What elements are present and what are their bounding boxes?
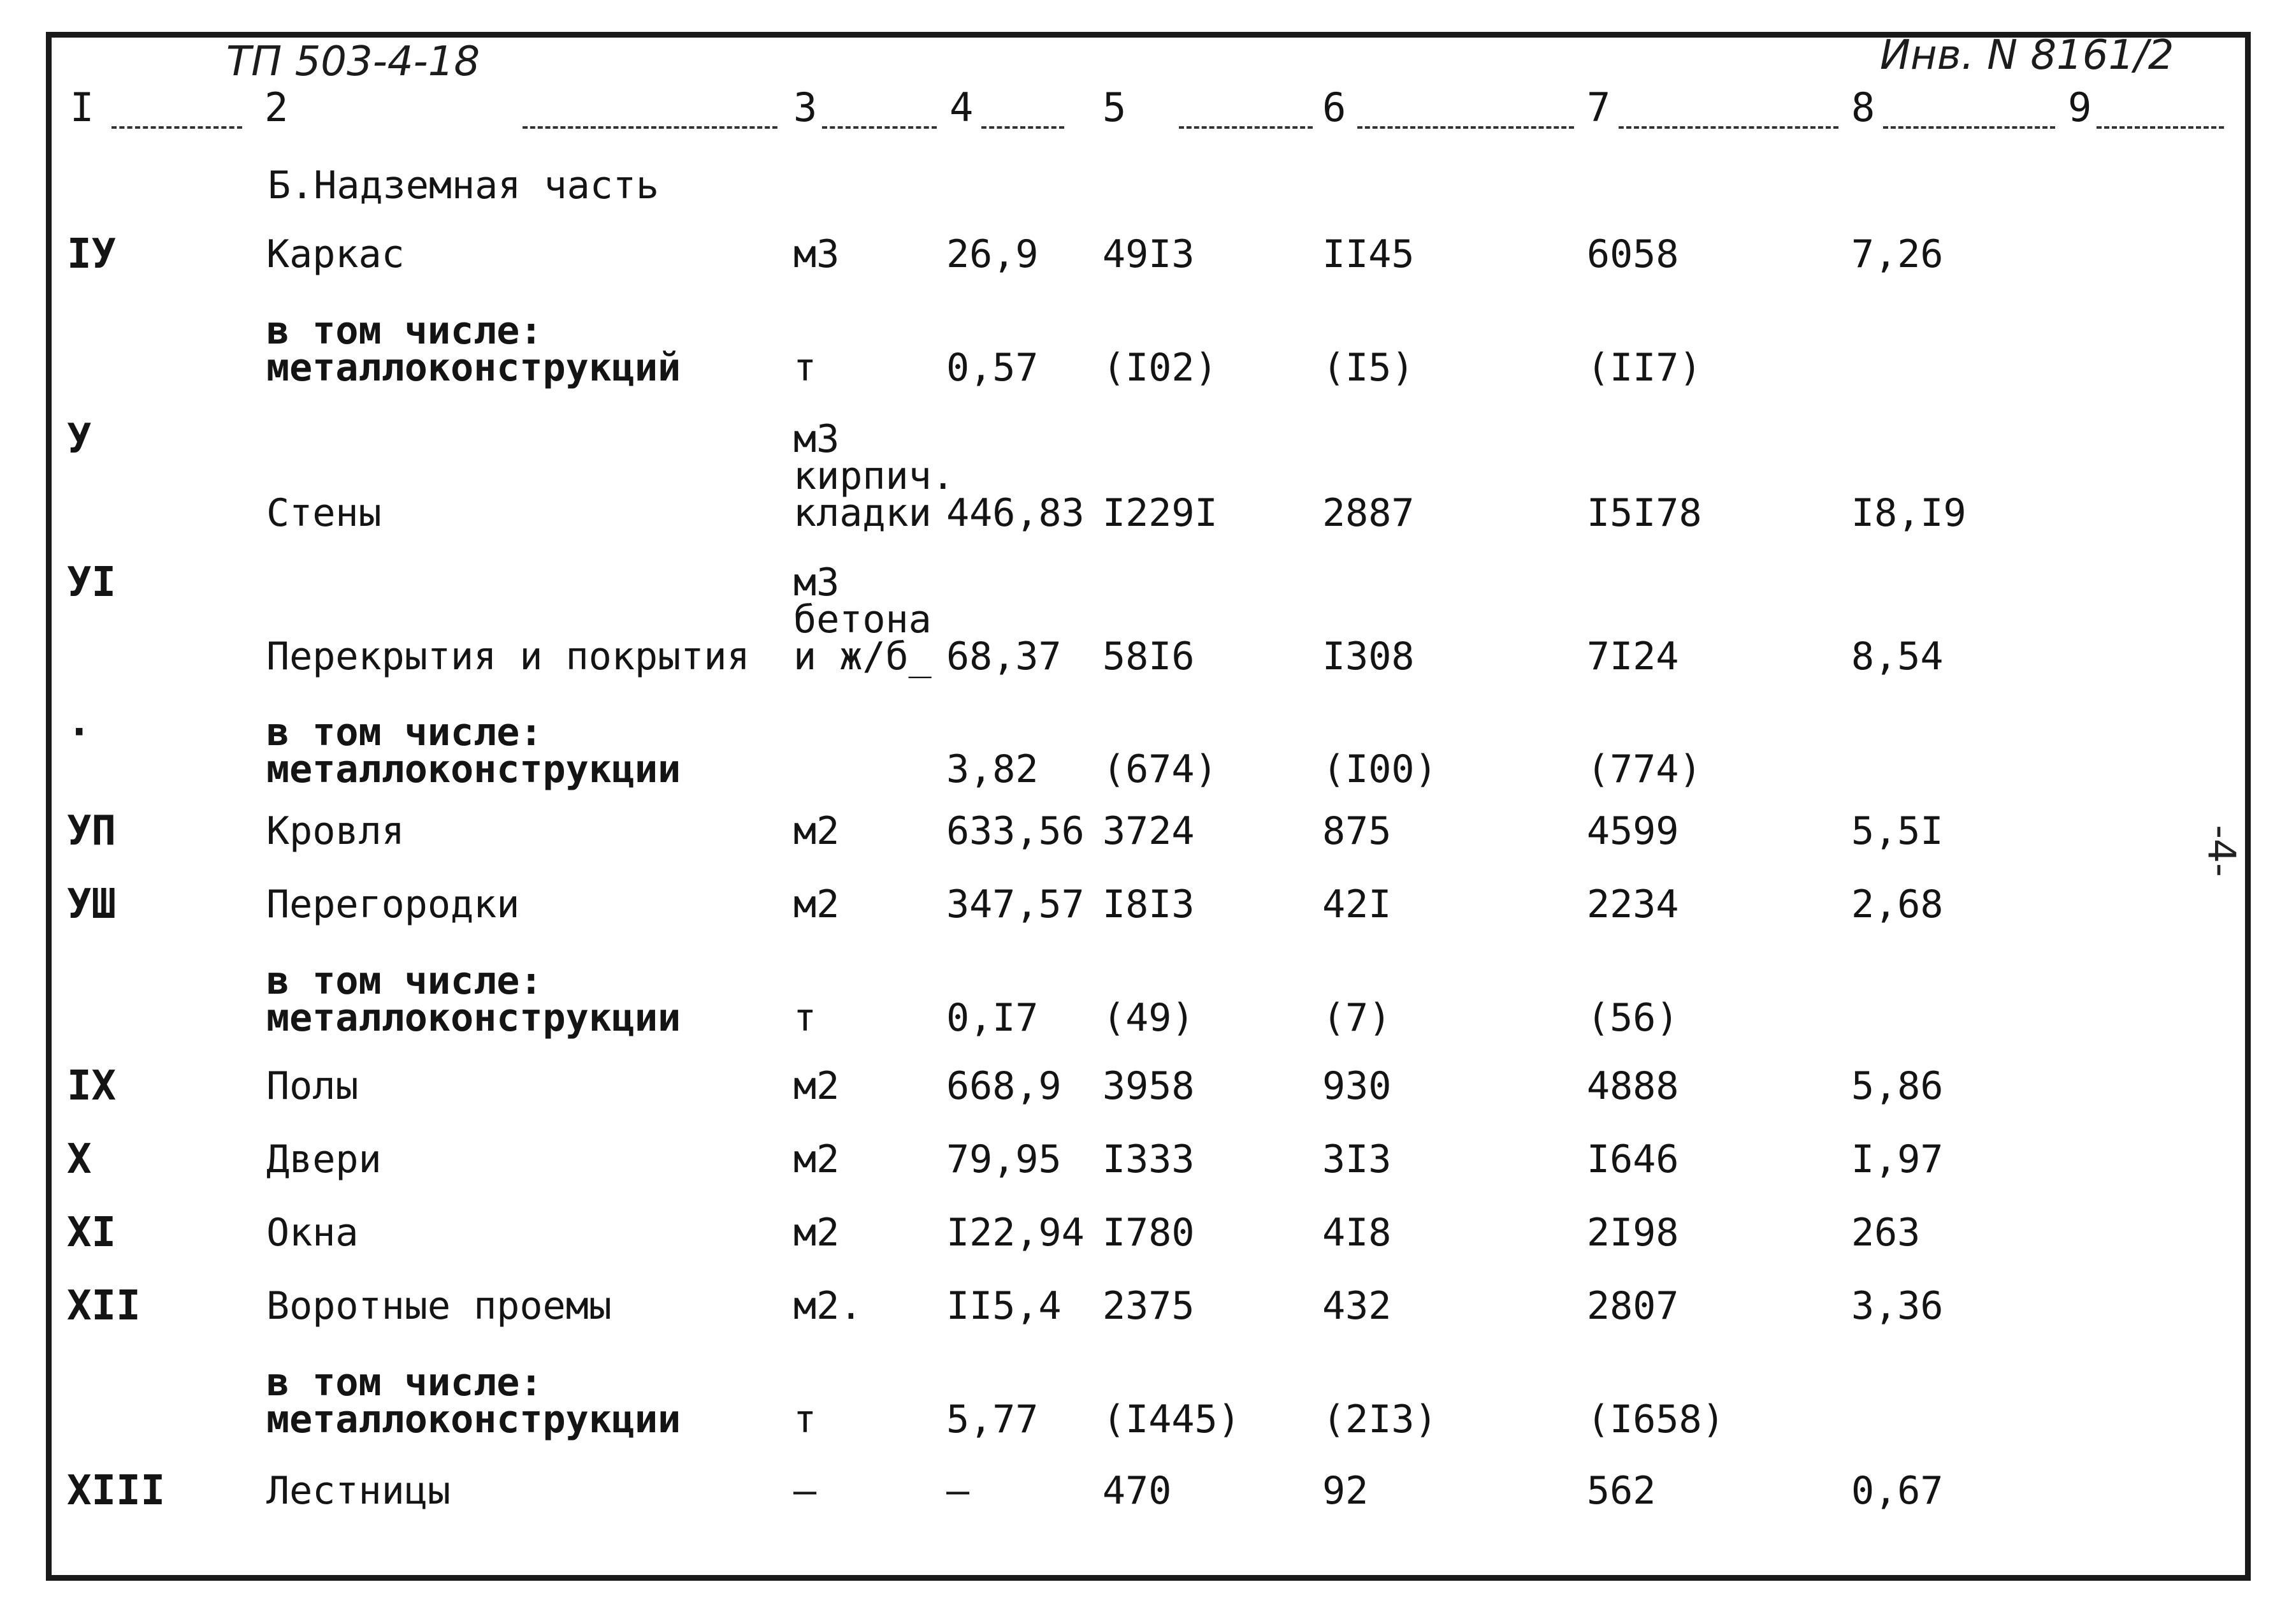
column-divider [523,126,777,129]
item-name: Каркас [266,232,405,277]
column-7-cell: 2234 [1587,882,1679,927]
row-number: XII [67,1282,141,1330]
column-6-cell: (2I3) [1322,1397,1438,1442]
unit-cell: – [793,1469,817,1513]
item-name: в том числе: металлоконструкций [266,309,681,390]
item-name: Воротные проемы [266,1284,612,1328]
column-number-3: 3 [793,84,818,131]
column-divider [2097,126,2224,129]
column-6-cell: (I00) [1322,747,1438,792]
column-divider [1619,126,1838,129]
item-name: Перегородки [266,882,520,927]
row-number: УI [67,559,117,606]
column-7-cell: 6058 [1587,232,1679,277]
quantity-cell: 3,82 [946,747,1039,792]
quantity-cell: 0,57 [946,345,1039,390]
column-6-cell: 2887 [1322,491,1415,535]
column-5-cell: 49I3 [1102,232,1195,277]
column-7-cell: I5I78 [1587,491,1702,535]
column-6-cell: 432 [1322,1284,1392,1328]
unit-cell: м3 бетона и ж/б_ [793,560,932,679]
column-8-cell: I8,I9 [1851,491,1967,535]
column-5-cell: I780 [1102,1210,1195,1255]
column-5-cell: I229I [1102,491,1218,535]
row-number: X [67,1136,92,1183]
unit-cell: м3 [793,232,840,277]
row-number: XI [67,1209,117,1256]
column-divider [822,126,937,129]
column-number-2: 2 [264,84,289,131]
quantity-cell: – [946,1469,970,1513]
column-divider [981,126,1064,129]
column-8-cell: 2,68 [1851,882,1944,927]
section-title: Б.Надземная часть [268,163,660,208]
column-8-cell: 8,54 [1851,634,1944,679]
column-number-7: 7 [1587,84,1611,131]
row-number: IУ [67,231,117,278]
column-divider [1883,126,2055,129]
column-8-cell: 0,67 [1851,1469,1944,1513]
column-7-cell: 4888 [1587,1064,1679,1108]
column-6-cell: (7) [1322,996,1392,1040]
column-divider [1357,126,1574,129]
quantity-cell: 26,9 [946,232,1039,277]
column-6-cell: 930 [1322,1064,1392,1108]
column-divider [112,126,242,129]
unit-cell: м2 [793,809,840,853]
inventory-number: Инв. N 8161/2 [1880,32,2174,79]
project-code: ТП 503-4-18 [226,38,480,85]
quantity-cell: 0,I7 [946,996,1039,1040]
column-5-cell: 58I6 [1102,634,1195,679]
item-name: Перекрытия и покрытия [266,634,750,679]
column-6-cell: 42I [1322,882,1392,927]
unit-cell: т [793,1397,817,1442]
column-5-cell: 3724 [1102,809,1195,853]
row-number: · [67,709,92,756]
item-name: Стены [266,491,382,535]
column-5-cell: 3958 [1102,1064,1195,1108]
item-name: Окна [266,1210,359,1255]
row-number: У [67,416,92,463]
row-number: IX [67,1063,117,1110]
item-name: в том числе: металлоконструкции [266,710,681,792]
unit-cell: м2 [793,1064,840,1108]
column-8-cell: 7,26 [1851,232,1944,277]
column-7-cell: 4599 [1587,809,1679,853]
item-name: Полы [266,1064,359,1108]
item-name: в том числе: металлоконструкции [266,959,681,1040]
item-name: Кровля [266,809,405,853]
column-5-cell: (674) [1102,747,1218,792]
column-7-cell: (I658) [1587,1397,1725,1442]
column-5-cell: (I02) [1102,345,1218,390]
column-7-cell: 562 [1587,1469,1656,1513]
quantity-cell: 668,9 [946,1064,1062,1108]
unit-cell: т [793,345,817,390]
column-8-cell: 5,86 [1851,1064,1944,1108]
row-number: УП [67,808,117,855]
column-number-8: 8 [1851,84,1875,131]
column-8-cell: 3,36 [1851,1284,1944,1328]
column-number-9: 9 [2068,84,2092,131]
row-number: XIII [67,1467,166,1514]
column-6-cell: 875 [1322,809,1392,853]
column-7-cell: (56) [1587,996,1679,1040]
column-7-cell: (774) [1587,747,1702,792]
item-name: в том числе: металлоконструкции [266,1360,681,1442]
item-name: Двери [266,1137,382,1182]
unit-cell: м2. [793,1284,863,1328]
column-6-cell: 92 [1322,1469,1369,1513]
quantity-cell: 68,37 [946,634,1062,679]
unit-cell: м3 кирпич. кладки [793,417,955,535]
quantity-cell: 347,57 [946,882,1085,927]
unit-cell: м2 [793,1137,840,1182]
quantity-cell: II5,4 [946,1284,1062,1328]
unit-cell: т [793,996,817,1040]
row-number: УШ [67,881,117,928]
column-5-cell: 2375 [1102,1284,1195,1328]
column-7-cell: I646 [1587,1137,1679,1182]
column-6-cell: 3I3 [1322,1137,1392,1182]
column-5-cell: I333 [1102,1137,1195,1182]
column-5-cell: I8I3 [1102,882,1195,927]
column-5-cell: (I445) [1102,1397,1241,1442]
column-6-cell: (I5) [1322,345,1415,390]
quantity-cell: I22,94 [946,1210,1085,1255]
column-5-cell: 470 [1102,1469,1172,1513]
item-name: Лестницы [266,1469,451,1513]
unit-cell: м2 [793,882,840,927]
column-7-cell: 7I24 [1587,634,1679,679]
column-number-1: I [70,84,94,131]
column-8-cell: 5,5I [1851,809,1944,853]
column-7-cell: 2807 [1587,1284,1679,1328]
column-divider [1179,126,1313,129]
column-8-cell: I,97 [1851,1137,1944,1182]
page-mark: -4- [2199,825,2244,877]
column-5-cell: (49) [1102,996,1195,1040]
column-number-6: 6 [1322,84,1347,131]
column-6-cell: I308 [1322,634,1415,679]
quantity-cell: 633,56 [946,809,1085,853]
column-7-cell: (II7) [1587,345,1702,390]
column-8-cell: 263 [1851,1210,1921,1255]
column-number-5: 5 [1102,84,1127,131]
unit-cell: м2 [793,1210,840,1255]
column-7-cell: 2I98 [1587,1210,1679,1255]
column-6-cell: 4I8 [1322,1210,1392,1255]
column-number-4: 4 [949,84,974,131]
quantity-cell: 79,95 [946,1137,1062,1182]
quantity-cell: 5,77 [946,1397,1039,1442]
column-6-cell: II45 [1322,232,1415,277]
quantity-cell: 446,83 [946,491,1085,535]
